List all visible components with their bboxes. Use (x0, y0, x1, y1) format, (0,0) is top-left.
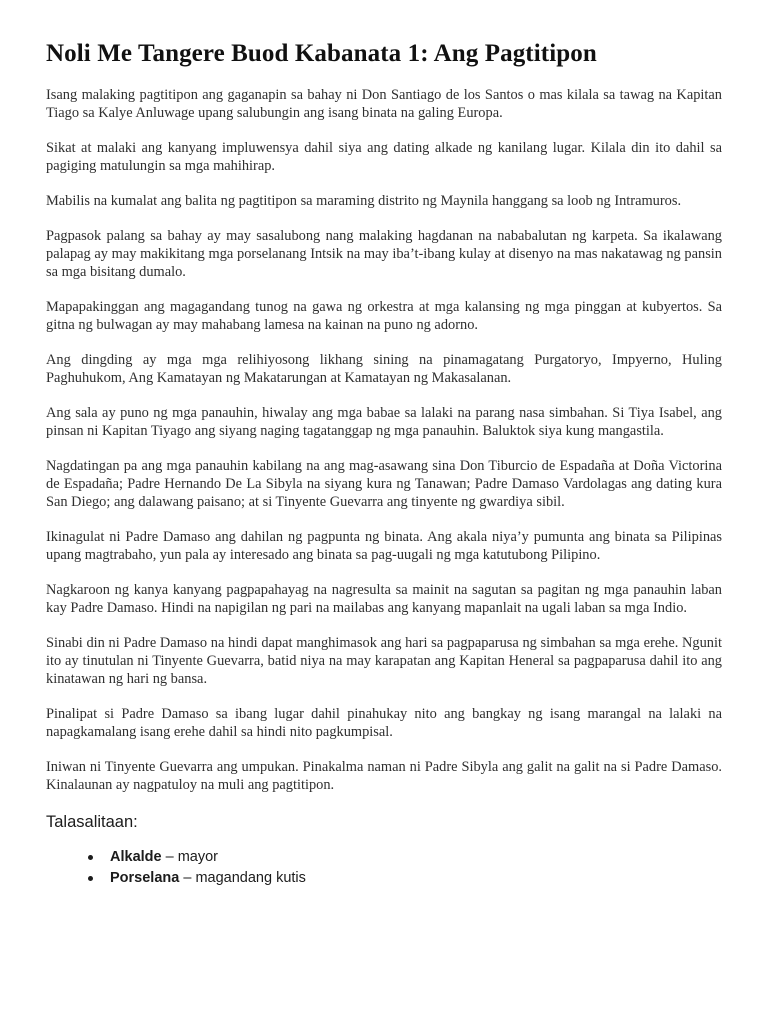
document-title: Noli Me Tangere Buod Kabanata 1: Ang Pagtitipon (46, 40, 597, 67)
glossary-definition: – magandang kutis (179, 870, 306, 886)
document-page (46, 38, 722, 889)
glossary-item (46, 868, 722, 889)
paragraph: Pagpasok palang sa bahay ay may sasalubong nang malaking hagdanan na nababalutan ng karpeta. Sa ikalawang palapag ay may makikitang mga porselanang Intsik na may iba’t-ibang kulay at disenyo na mas nakatawag ng pansin sa mga bisitang dumalo. (46, 228, 722, 280)
glossary-term: Alkalde (110, 849, 162, 865)
paragraph: Sinabi din ni Padre Damaso na hindi dapat manghimasok ang hari sa pagpaparusa ng simbahan sa mga erehe. Ngunit ito ay tinutulan ni Tinyente Guevarra, batid niya na may karapatan ang Kapitan Heneral sa pagpaparusa dahil ito ang kinatawan ng hari ng bansa. (46, 635, 722, 687)
glossary-heading: Talasalitaan: (46, 813, 138, 831)
glossary-list (46, 847, 722, 889)
paragraph: Nagkaroon ng kanya kanyang pagpapahayag na nagresulta sa mainit na sagutan sa pagitan ng mga panauhin laban kay Padre Damaso. Hindi na napigilan ng pari na mailabas ang kanyang mapanlait na ugali laban sa mga Indio. (46, 582, 722, 616)
paragraph: Sikat at malaki ang kanyang impluwensya dahil siya ang dating alkade ng kanilang lugar. Kilala din ito dahil sa pagiging matulungin sa mga mahihirap. (46, 140, 722, 174)
document-body (46, 86, 722, 794)
paragraph: Mapapakinggan ang magagandang tunog na gawa ng orkestra at mga kalansing ng mga pinggan at kubyertos. Sa gitna ng bulwagan ay may mahabang lamesa na kainan na puno ng adorno. (46, 299, 722, 333)
paragraph: Pinalipat si Padre Damaso sa ibang lugar dahil pinahukay nito ang bangkay ng isang marangal na lalaki na napagkamalang isang erehe dahil sa hindi nito pagkumpisal. (46, 706, 722, 740)
glossary-item (46, 847, 722, 868)
paragraph: Iniwan ni Tinyente Guevarra ang umpukan. Pinakalma naman ni Padre Sibyla ang galit na galit na si Padre Damaso. Kinalaunan ay nagpatuloy na muli ang pagtitipon. (46, 759, 722, 793)
bullet-icon (88, 876, 93, 881)
paragraph: Nagdatingan pa ang mga panauhin kabilang na ang mag-asawang sina Don Tiburcio de Espadaña at Doña Victorina de Espadaña; Padre Hernando De La Sibyla na siyang kura ng Tanawan; Padre Damaso Vardolagas ang dating kura San Diego; ang dalawang paisano; at si Tinyente Guevarra ang tinyente ng gwardiya sibil. (46, 458, 722, 510)
paragraph: Ikinagulat ni Padre Damaso ang dahilan ng pagpunta ng binata. Ang akala niya’y pumunta ang binata sa Pilipinas upang magtrabaho, yun pala ay interesado ang binata sa pag-uugali ng mga katutubong Pilipino. (46, 529, 722, 563)
paragraph: Mabilis na kumalat ang balita ng pagtitipon sa maraming distrito ng Maynila hanggang sa loob ng Intramuros. (46, 193, 682, 209)
paragraph: Ang sala ay puno ng mga panauhin, hiwalay ang mga babae sa lalaki na parang nasa simbahan. Si Tiya Isabel, ang pinsan ni Kapitan Tiyago ang siyang naging tagatanggap ng mga panauhin. Baluktok siya kung mangastila. (46, 405, 722, 439)
bullet-icon (88, 855, 93, 860)
paragraph: Ang dingding ay mga mga relihiyosong likhang sining na pinamagatang Purgatoryo, Impyerno, Huling Paghuhukom, Ang Kamatayan ng Makatarungan at Kamatayan ng Makasalanan. (46, 352, 722, 386)
paragraph: Isang malaking pagtitipon ang gaganapin sa bahay ni Don Santiago de los Santos o mas kilala sa tawag na Kapitan Tiago sa Kalye Anluwage upang salubungin ang isang binata na galing Europa. (46, 87, 722, 121)
glossary-term: Porselana (110, 870, 180, 886)
glossary-definition: – mayor (161, 849, 219, 865)
